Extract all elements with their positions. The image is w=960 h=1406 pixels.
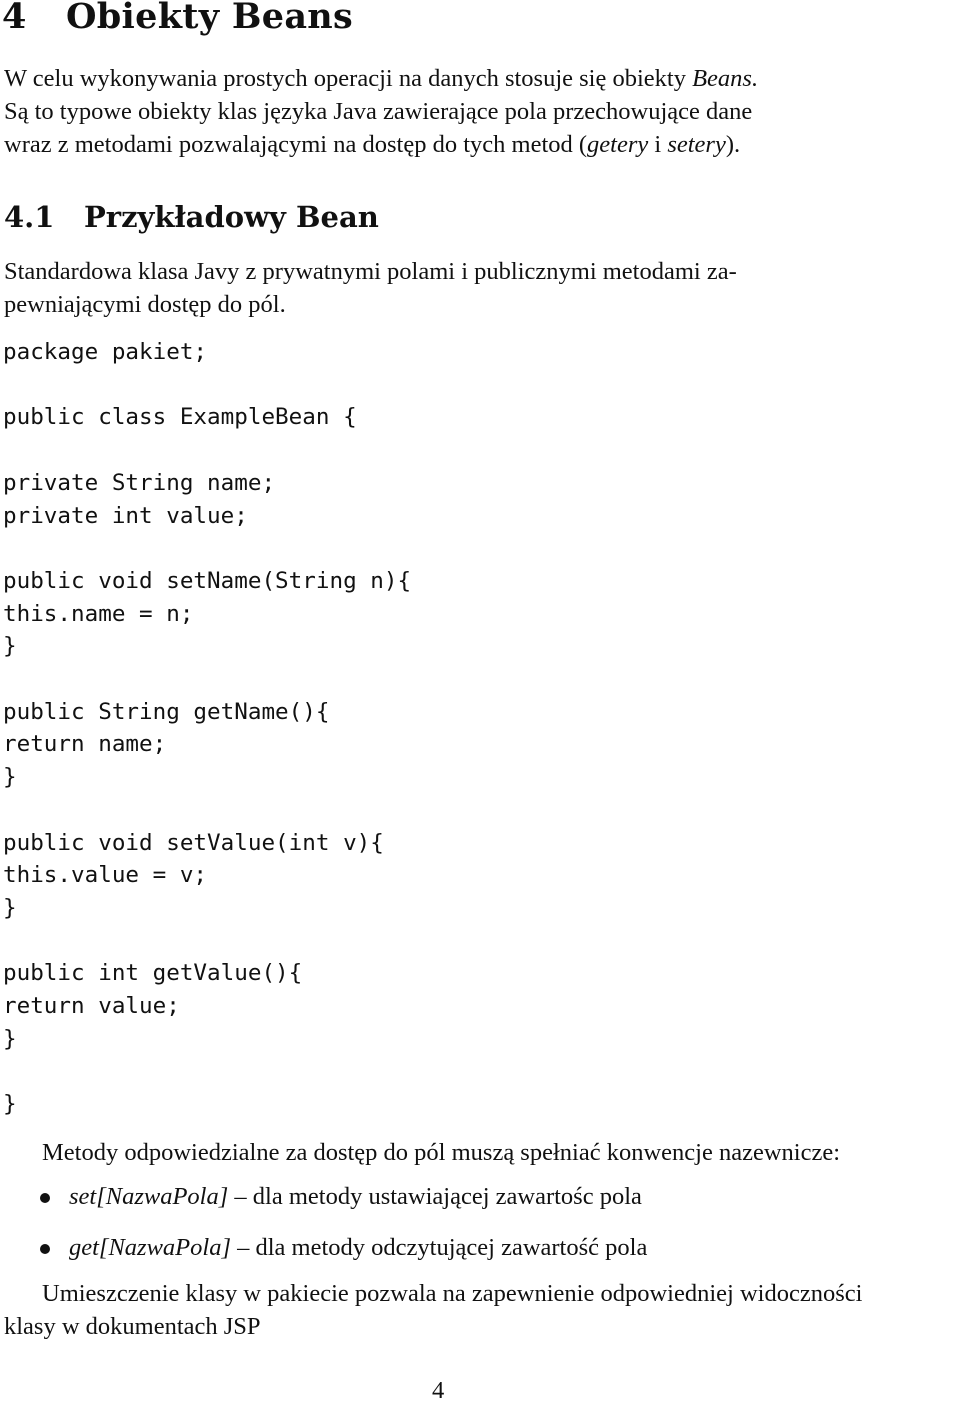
list-item	[38, 1231, 647, 1282]
closing-paragraph	[4, 1277, 924, 1343]
getter-description: – dla metody odczytującej zawartość pola	[231, 1234, 648, 1261]
conventions-list	[38, 1180, 647, 1282]
section-title: Obiekty Beans	[66, 0, 354, 37]
subsection-number: 4.1	[4, 200, 55, 234]
bullet-icon	[40, 1244, 50, 1254]
subsection-line1: Standardowa klasa Javy z prywatnymi polami i publicznymi metodami za-	[4, 258, 737, 285]
intro-beans-term: Beans.	[692, 65, 759, 92]
bullet-icon	[40, 1193, 50, 1203]
subsection-title: Przykładowy Bean	[84, 200, 379, 234]
conventions-intro: Metody odpowiedzialne za dostęp do pól muszą spełniać konwencje nazewnicze:	[42, 1139, 841, 1166]
section-heading	[2, 0, 353, 40]
closing-line2: klasy w dokumentach JSP	[4, 1313, 261, 1340]
section-number: 4	[2, 0, 27, 37]
intro-line1: W celu wykonywania prostych operacji na danych stosuje się obiekty	[4, 65, 693, 92]
subsection-line2: pewniającymi dostęp do pól.	[4, 291, 286, 318]
subsection-heading	[4, 196, 379, 238]
page-number: 4	[432, 1377, 445, 1404]
intro-getery-term: getery	[587, 131, 649, 158]
code-listing: package pakiet; public class ExampleBean { private String name; private int value; public void setName(String n){ this.name = n; } public String getName(){ return name; } public void setValue(int v){ this.value = v; } public int getValue(){ return value; } }	[3, 339, 412, 1118]
getter-convention: get[NazwaPola]	[69, 1234, 231, 1261]
intro-setery-term: setery	[667, 131, 726, 158]
subsection-paragraph	[4, 255, 924, 321]
list-item	[38, 1180, 647, 1231]
intro-line2: Są to typowe obiekty klas języka Java zawierające pola przechowujące dane	[4, 98, 753, 125]
setter-convention: set[NazwaPola]	[69, 1183, 229, 1210]
intro-paragraph: W celu wykonywania prostych operacji na danych stosuje się obiekty Beans. Są to typowe obiekty klas języka Java zawierające pola przechowujące dane wraz z metodami pozwalającymi na dostęp do tych metod (getery i setery).	[4, 62, 924, 161]
intro-line3-start: wraz z metodami pozwalającymi na dostęp do tych metod (	[4, 131, 588, 158]
setter-description: – dla metody ustawiającej zawartośc pola	[228, 1183, 642, 1210]
closing-line1: Umieszczenie klasy w pakiecie pozwala na zapewnienie odpowiedniej widoczności	[42, 1280, 863, 1307]
